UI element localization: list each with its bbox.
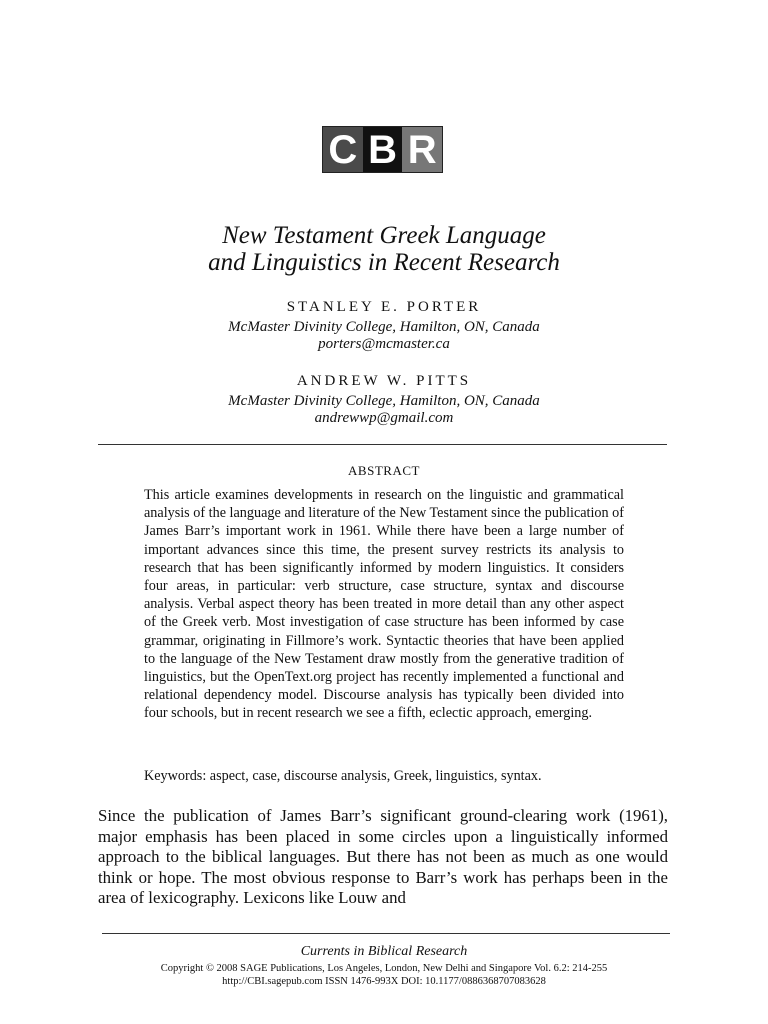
journal-logo <box>322 126 443 173</box>
body-paragraph: Since the publication of James Barr’s significant ground-clearing work (1961), major emphasis has been placed in some circles upon a linguistically informed approach to the biblical languages. But there has not been as much as one would think or hope. The most obvious response to Barr’s work has perhaps been in the area of lexicography. Lexicons like Louw and <box>98 806 668 907</box>
publication-info-line: http://CBI.sagepub.com ISSN 1476-993X DOI: 10.1177/0886368707083628 <box>222 976 546 987</box>
article-title-line-2: and Linguistics in Recent Research <box>208 249 560 276</box>
author-affiliation: McMaster Divinity College, Hamilton, ON, Canada <box>228 393 540 409</box>
author-block-2 <box>0 372 768 427</box>
author-email: porters@mcmaster.ca <box>318 336 450 352</box>
keywords: Keywords: aspect, case, discourse analysis, Greek, linguistics, syntax. <box>144 768 542 784</box>
author-name: ANDREW W. PITTS <box>296 373 472 389</box>
copyright-line: Copyright © 2008 SAGE Publications, Los Angeles, London, New Delhi and Singapore Vol. 6.2: 214-255 <box>160 963 608 974</box>
author-affiliation: McMaster Divinity College, Hamilton, ON, Canada <box>228 319 540 335</box>
article-title <box>0 222 768 276</box>
logo-letter-b: B <box>363 127 403 172</box>
footer-divider <box>102 933 670 934</box>
header-divider <box>98 444 667 445</box>
author-email: andrewwp@gmail.com <box>314 410 454 426</box>
author-block-1 <box>0 298 768 353</box>
abstract-heading: ABSTRACT <box>348 463 420 478</box>
author-name: STANLEY E. PORTER <box>286 299 482 315</box>
journal-name: Currents in Biblical Research <box>300 944 468 959</box>
logo-letter-r: R <box>402 127 442 172</box>
footer-info <box>0 962 768 988</box>
logo-letter-c: C <box>323 127 363 172</box>
article-title-line-1: New Testament Greek Language <box>222 222 546 249</box>
abstract-text: This article examines developments in research on the linguistic and grammatical analysis of the language and literature of the New Testament since the publication of James Barr’s important work in 1961. While there have been a large number of important advances since this time, the present survey restricts its analysis to research that has been significantly informed by modern linguistics. It considers four areas, in particular: verb structure, case structure, syntax and discourse analysis. Verbal aspect theory has been treated in more detail than any other aspect of the Greek verb. Most investigation of case structure has been informed by case grammar, originating in Fillmore’s work. Syntactic theories that have been applied to the language of the New Testament draw mostly from the generative tradition of linguistics, but the OpenText.org project has recently implemented a functional and relational dependency model. Discourse analysis has typically been divided into four schools, but in recent research we see a fifth, eclectic approach, emerging. <box>144 487 624 722</box>
